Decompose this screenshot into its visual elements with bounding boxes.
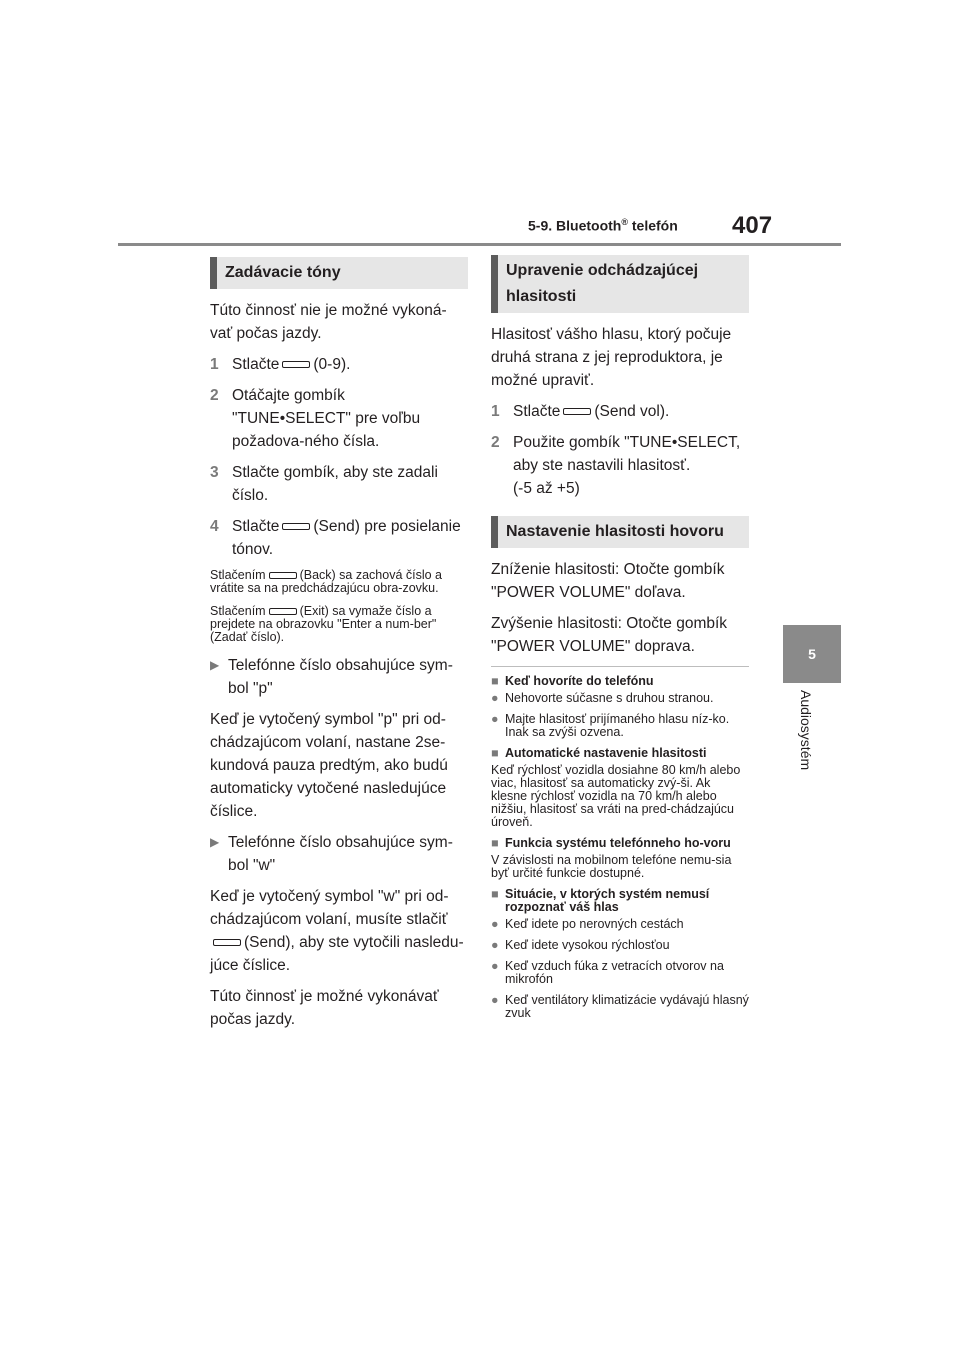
note-item: ● Keď idete vysokou rýchlosťou <box>491 938 670 952</box>
button-icon <box>282 523 310 530</box>
circle-icon: ● <box>491 712 499 726</box>
square-icon: ■ <box>491 746 499 760</box>
notes-divider <box>491 666 749 667</box>
step-3: 3 Stlačte gombík, aby ste zadali číslo. <box>210 464 438 504</box>
page-number: 407 <box>732 212 773 239</box>
note-heading-situations: ■ Situácie, v ktorých systém nemusí rozpoznať váš hlas <box>491 887 710 914</box>
triangle-icon: ▶ <box>210 835 220 849</box>
subheading-w: ▶ Telefónne číslo obsahujúce sym-bol "w" <box>210 831 468 877</box>
note-item: ● Keď ventilátory klimatizácie vydávajú hlasný zvuk <box>491 993 749 1020</box>
circle-icon: ● <box>491 959 499 973</box>
p-text: Keď je vytočený symbol "p" pri od-chádzajúcom volaní, nastane 2se-kundová pauza predtým, ako budú automaticky vytočené nasledujúce číslice. <box>210 711 448 820</box>
vol-up-text: Zvýšenie hlasitosti: Otočte gombík "POWER VOLUME" doprava. <box>491 615 728 655</box>
vol-step-2: 2 Použite gombík "TUNE•SELECT, aby ste nastavili hlasitosť. (-5 až +5) <box>491 434 741 497</box>
outgoing-intro: Hlasitosť vášho hlasu, ktorý počuje druhá strana z jej reproduktora, je možné upraviť. <box>491 326 732 389</box>
left-column <box>210 257 468 1039</box>
button-icon <box>282 361 310 368</box>
note-heading-function: ■ Funkcia systému telefónneho ho-voru <box>491 836 731 850</box>
chapter-label: Audiosystém <box>798 690 814 771</box>
section-title: 5-9. Bluetooth® telefón <box>528 217 678 234</box>
step-4: 4 Stlačte (Send) pre posielanie tónov. <box>210 518 461 558</box>
subheading-p: ▶ Telefónne číslo obsahujúce sym-bol "p" <box>210 654 468 700</box>
note-item: ● Keď idete po nerovných cestách <box>491 917 684 931</box>
note-item: ● Majte hlasitosť prijímaného hlasu níz-ko. Inak sa zvýši ozvena. <box>491 712 730 739</box>
section-heading-outgoing-volume: Upravenie odchádzajúcej hlasitosti <box>491 255 749 313</box>
note-exit: Stlačením (Exit) sa vymaže číslo a prejdete na obrazovku "Enter a num-ber" (Zadať číslo). <box>210 604 437 644</box>
circle-icon: ● <box>491 938 499 952</box>
section-heading-tones: Zadávacie tóny <box>210 257 468 289</box>
circle-icon: ● <box>491 917 499 931</box>
right-column <box>491 255 749 1028</box>
square-icon: ■ <box>491 836 499 850</box>
button-icon <box>563 408 591 415</box>
section-heading-call-volume: Nastavenie hlasitosti hovoru <box>491 516 749 548</box>
w-text-2: Túto činnosť je možné vykonávať počas jazdy. <box>210 988 439 1028</box>
note-heading-talking: ■ Keď hovoríte do telefónu <box>491 674 654 688</box>
auto-volume-text: Keď rýchlosť vozidla dosiahne 80 km/h alebo viac, hlasitosť sa automaticky zvý-ši. Ak klesne rýchlosť vozidla na 70 km/h alebo nižšiu, hlasitosť sa vráti na pred-chádzajúcu úroveň. <box>491 763 741 829</box>
square-icon: ■ <box>491 674 499 688</box>
note-item: ● Nehovorte súčasne s druhou stranou. <box>491 691 714 705</box>
w-text: Keď je vytočený symbol "w" pri od-chádzajúcom volaní, musíte stlačiť (Send), aby ste vytočili nasledu-júce číslice. <box>210 888 464 974</box>
circle-icon: ● <box>491 993 499 1007</box>
note-back: Stlačením (Back) sa zachová číslo a vrátite sa na predchádzajúcu obra-zovku. <box>210 568 443 595</box>
step-1: 1 Stlačte (0-9). <box>210 356 351 373</box>
button-icon <box>269 608 297 615</box>
intro-text: Túto činnosť nie je možné vykoná-vať počas jazdy. <box>210 302 447 342</box>
chapter-tab: 5 <box>783 625 841 683</box>
vol-step-1: 1 Stlačte (Send vol). <box>491 403 670 420</box>
note-item: ● Keď vzduch fúka z vetracích otvorov na mikrofón <box>491 959 724 986</box>
header-divider <box>118 243 841 246</box>
note-heading-auto-volume: ■ Automatické nastavenie hlasitosti <box>491 746 707 760</box>
triangle-icon: ▶ <box>210 658 220 672</box>
step-2: 2 Otáčajte gombík "TUNE•SELECT" pre voľbu požadova-ného čísla. <box>210 387 421 450</box>
button-icon <box>269 572 297 579</box>
circle-icon: ● <box>491 691 499 705</box>
square-icon: ■ <box>491 887 499 901</box>
vol-down-text: Zníženie hlasitosti: Otočte gombík "POWER VOLUME" doľava. <box>491 561 725 601</box>
button-icon <box>213 939 241 946</box>
function-text: V závislosti na mobilnom telefóne nemu-sia byť určité funkcie dostupné. <box>491 853 732 880</box>
